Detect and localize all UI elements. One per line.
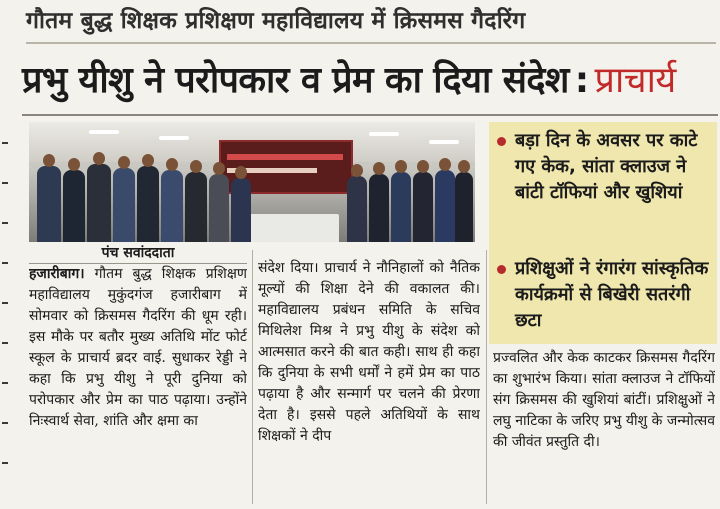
column-margin-marks bbox=[0, 122, 14, 509]
kicker-divider bbox=[26, 42, 716, 44]
byline: पंच सवांददाता bbox=[101, 245, 175, 261]
article-column-1 bbox=[29, 264, 247, 504]
dateline: हजारीबाग। bbox=[29, 266, 85, 282]
headline-main-text: प्रभु यीशु ने परोपकार व प्रेम का दिया संदेश bbox=[22, 60, 569, 101]
group-photo-image bbox=[29, 122, 475, 242]
headline-divider bbox=[22, 114, 718, 116]
headline-attribution: प्राचार्य bbox=[594, 60, 676, 101]
bullet-icon bbox=[497, 137, 506, 146]
headline-colon: : bbox=[574, 60, 589, 101]
kicker-headline: गौतम बुद्ध शिक्षक प्रशिक्षण महाविद्यालय में क्रिसमस गैदरिंग bbox=[26, 8, 526, 34]
article-column-3: प्रज्वलित और केक काटकर क्रिसमस गैदरिंग का शुभारंभ किया। सांता क्लाउज ने टॉफियों संग क्रिसमस की खुशियां बांटीं। प्रशिक्षुओं ने लघु नाटिका के जरिए प्रभु यीशु के जन्मोत्सव की जीवंत प्रस्तुति दी। bbox=[493, 350, 715, 450]
bullet-icon bbox=[497, 265, 506, 274]
highlight-text: बड़ा दिन के अवसर पर काटे गए केक, सांता क्लाउज ने बांटी टॉफियां और खुशियां bbox=[515, 130, 698, 203]
article-column-1-text: गौतम बुद्ध शिक्षक प्रशिक्षण महाविद्यालय मुकुंदगंज हजारीबाग में सोमवार को क्रिसमस गैदरिंग की धूम रही। इस मौके पर बतौर मुख्य अतिथि मोंट फोर्ट स्कूल के प्राचार्य ब्रदर वाई. सुधाकर रेड्डी ने कहा कि प्रभु यीशु ने पूरी दुनिया को परोपकार और प्रेम का पाठ पढ़ाया। उन्होंने निःस्वार्थ सेवा, शांति और क्षमा का bbox=[29, 266, 247, 429]
article-column-2: संदेश दिया। प्राचार्य ने नौनिहालों को नैतिक मूल्यों की शिक्षा देने की वकालत की। महाविद्यालय प्रबंधन समिति के सचिव मिथिलेश मिश्र ने प्रभु यीशु के संदेश को आत्मसात करने की बात कही। साथ ही कहा कि दुनिया के सभी धर्मों ने हमें प्रेम का पाठ पढ़ाया है और सन्मार्ग पर चलने की प्रेरणा देता है। इससे पहले अतिथियों के साथ शिक्षकों ने दीप bbox=[258, 260, 480, 444]
column-divider bbox=[252, 250, 253, 504]
highlight-item bbox=[497, 256, 715, 342]
highlights-box bbox=[489, 122, 717, 344]
highlight-text: प्रशिक्षुओं ने रंगारंग सांस्कृतिक कार्यक्रमों से बिखेरी सतरंगी छटा bbox=[515, 258, 709, 331]
main-headline bbox=[22, 50, 718, 112]
highlight-item bbox=[497, 128, 715, 238]
column-divider bbox=[486, 250, 487, 504]
